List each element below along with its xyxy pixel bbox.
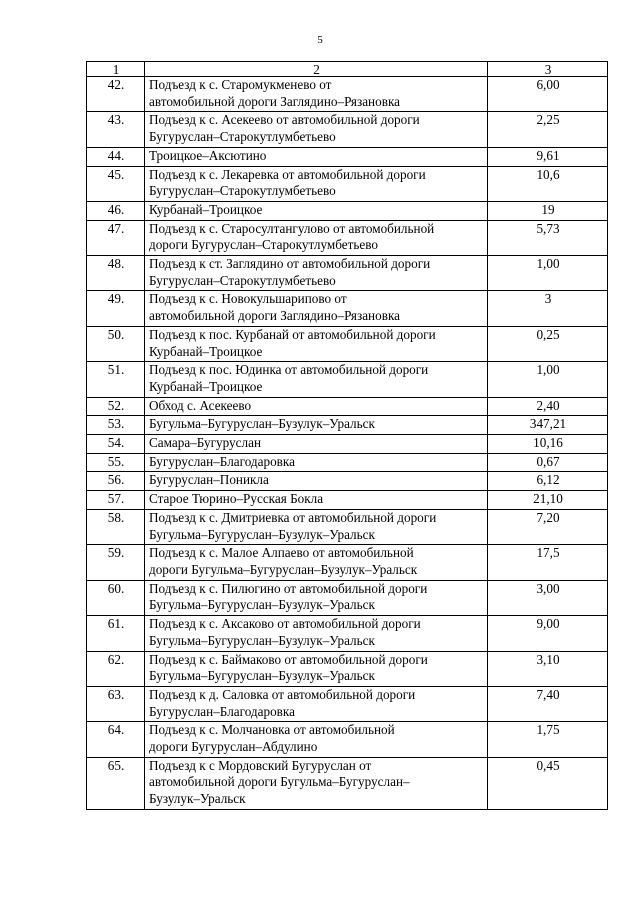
- table-row: [87, 326, 608, 361]
- table-row: [87, 362, 608, 397]
- row-number: 48.: [87, 256, 145, 291]
- road-name-line: Бугуруслан–Благодаровка: [149, 703, 295, 719]
- table-row: [87, 545, 608, 580]
- road-name: [145, 291, 488, 326]
- row-number: 54.: [87, 435, 145, 454]
- table-row: [87, 416, 608, 435]
- road-name: [145, 472, 488, 491]
- row-number: 42.: [87, 77, 145, 112]
- road-length: 7,40: [488, 686, 608, 721]
- row-number: 50.: [87, 326, 145, 361]
- road-name: [145, 77, 488, 112]
- road-length: 21,10: [488, 491, 608, 510]
- road-length: 10,16: [488, 435, 608, 454]
- road-name-line: Подъезд к с Мордовский Бугуруслан от: [149, 757, 372, 773]
- road-name-line: Подъезд к с. Аксаково от автомобильной дороги: [149, 616, 421, 632]
- road-length: 0,67: [488, 453, 608, 472]
- road-name-line: Подъезд к с. Старосултангулово от автомобильной: [149, 220, 435, 236]
- header-col-2: 2: [145, 62, 488, 77]
- table-row: [87, 435, 608, 454]
- row-number: 58.: [87, 509, 145, 544]
- road-name-line: дороги Бугуруслан–Старокутлумбетьево: [149, 237, 378, 253]
- road-name: [145, 580, 488, 615]
- road-name-line: Бузулук–Уральск: [149, 791, 246, 807]
- table-row: [87, 580, 608, 615]
- road-name-line: Подъезд к с. Пилюгино от автомобильной дороги: [149, 580, 428, 596]
- road-name-line: Подъезд к с. Старомукменево от: [149, 77, 332, 92]
- road-name-line: Бугуруслан–Старокутлумбетьево: [149, 129, 336, 145]
- road-name-line: Подъезд к с. Малое Алпаево от автомобильной: [149, 545, 414, 561]
- road-name: [145, 256, 488, 291]
- road-name-line: Бугуруслан–Поникла: [149, 472, 269, 488]
- road-length: 19: [488, 201, 608, 220]
- road-name-line: Бугульма–Бугуруслан–Бузулук–Уральск: [149, 632, 375, 648]
- row-number: 51.: [87, 362, 145, 397]
- road-length: 6,12: [488, 472, 608, 491]
- row-number: 49.: [87, 291, 145, 326]
- table-row: [87, 256, 608, 291]
- roads-table: [86, 61, 608, 810]
- road-name-line: Обход с. Асекеево: [149, 397, 252, 413]
- road-name-line: Подъезд к ст. Заглядино от автомобильной дороги: [149, 256, 431, 272]
- row-number: 47.: [87, 220, 145, 255]
- road-name-line: Бугульма–Бугуруслан–Бузулук–Уральск: [149, 416, 375, 432]
- road-length: 9,61: [488, 147, 608, 166]
- road-name-line: дороги Бугульма–Бугуруслан–Бузулук–Уральск: [149, 561, 418, 577]
- road-name: [145, 397, 488, 416]
- table-row: [87, 112, 608, 147]
- road-name-line: автомобильной дороги Заглядино–Рязановка: [149, 308, 400, 324]
- road-name-line: Подъезд к с. Асекеево от автомобильной дороги: [149, 112, 420, 128]
- row-number: 53.: [87, 416, 145, 435]
- road-name-line: Подъезд к с. Дмитриевка от автомобильной дороги: [149, 509, 437, 525]
- road-name-line: Бугульма–Бугуруслан–Бузулук–Уральск: [149, 526, 375, 542]
- table-row: [87, 722, 608, 757]
- road-length: 347,21: [488, 416, 608, 435]
- road-name-line: Бугуруслан–Благодаровка: [149, 453, 295, 469]
- road-length: 0,45: [488, 757, 608, 809]
- table-row: [87, 651, 608, 686]
- road-name: [145, 509, 488, 544]
- row-number: 52.: [87, 397, 145, 416]
- road-name: [145, 326, 488, 361]
- road-name: [145, 435, 488, 454]
- road-name-line: Старое Тюрино–Русская Бокла: [149, 491, 324, 507]
- road-name-line: Бугуруслан–Старокутлумбетьево: [149, 272, 336, 288]
- road-name-line: Курбанай–Троицкое: [149, 378, 263, 394]
- road-name-line: Бугульма–Бугуруслан–Бузулук–Уральск: [149, 597, 375, 613]
- row-number: 62.: [87, 651, 145, 686]
- row-number: 59.: [87, 545, 145, 580]
- row-number: 55.: [87, 453, 145, 472]
- road-length: 1,00: [488, 256, 608, 291]
- row-number: 46.: [87, 201, 145, 220]
- road-name: [145, 220, 488, 255]
- road-name: [145, 616, 488, 651]
- road-name-line: Подъезд к с. Новокульшарипово от: [149, 291, 347, 307]
- row-number: 64.: [87, 722, 145, 757]
- road-length: 10,6: [488, 166, 608, 201]
- table-header-row: [87, 62, 608, 77]
- road-name-line: Курбанай–Троицкое: [149, 201, 263, 217]
- road-name: [145, 686, 488, 721]
- road-name-line: Подъезд к с. Лекаревка от автомобильной дороги: [149, 166, 426, 182]
- table-row: [87, 220, 608, 255]
- road-name: [145, 491, 488, 510]
- road-length: 1,75: [488, 722, 608, 757]
- road-name: [145, 722, 488, 757]
- road-name: [145, 416, 488, 435]
- table-row: [87, 201, 608, 220]
- road-length: 7,20: [488, 509, 608, 544]
- table-row: [87, 491, 608, 510]
- road-length: 6,00: [488, 77, 608, 112]
- road-name-line: Подъезд к с. Молчановка от автомобильной: [149, 722, 395, 738]
- row-number: 44.: [87, 147, 145, 166]
- table-row: [87, 616, 608, 651]
- road-name-line: автомобильной дороги Заглядино–Рязановка: [149, 93, 400, 109]
- table-row: [87, 166, 608, 201]
- row-number: 57.: [87, 491, 145, 510]
- road-length: 17,5: [488, 545, 608, 580]
- road-name: [145, 651, 488, 686]
- table-row: [87, 509, 608, 544]
- road-length: 0,25: [488, 326, 608, 361]
- row-number: 65.: [87, 757, 145, 809]
- table-row: [87, 147, 608, 166]
- table-row: [87, 77, 608, 112]
- table-row: [87, 757, 608, 809]
- roads-table-body: [87, 62, 608, 810]
- road-name-line: Самара–Бугуруслан: [149, 435, 261, 451]
- row-number: 43.: [87, 112, 145, 147]
- road-length: 2,25: [488, 112, 608, 147]
- table-row: [87, 453, 608, 472]
- road-length: 3: [488, 291, 608, 326]
- table-row: [87, 397, 608, 416]
- road-name-line: дороги Бугуруслан–Абдулино: [149, 739, 318, 755]
- road-length: 9,00: [488, 616, 608, 651]
- road-name: [145, 147, 488, 166]
- road-name: [145, 166, 488, 201]
- header-col-1: 1: [87, 62, 145, 77]
- road-name-line: Курбанай–Троицкое: [149, 343, 263, 359]
- road-name-line: Бугульма–Бугуруслан–Бузулук–Уральск: [149, 668, 375, 684]
- row-number: 60.: [87, 580, 145, 615]
- road-name: [145, 545, 488, 580]
- row-number: 45.: [87, 166, 145, 201]
- road-name: [145, 112, 488, 147]
- road-name-line: автомобильной дороги Бугульма–Бугуруслан–: [149, 774, 410, 790]
- row-number: 61.: [87, 616, 145, 651]
- table-row: [87, 472, 608, 491]
- road-name-line: Подъезд к д. Саловка от автомобильной дороги: [149, 686, 416, 702]
- header-col-3: 3: [488, 62, 608, 77]
- road-length: 3,00: [488, 580, 608, 615]
- table-row: [87, 291, 608, 326]
- road-length: 1,00: [488, 362, 608, 397]
- row-number: 63.: [87, 686, 145, 721]
- road-name-line: Троицкое–Аксютино: [149, 147, 267, 163]
- road-name: [145, 362, 488, 397]
- table-row: [87, 686, 608, 721]
- row-number: 56.: [87, 472, 145, 491]
- page-number: 5: [317, 34, 323, 46]
- road-name-line: Бугуруслан–Старокутлумбетьево: [149, 183, 336, 199]
- road-length: 2,40: [488, 397, 608, 416]
- road-name-line: Подъезд к пос. Юдинка от автомобильной дороги: [149, 362, 429, 378]
- road-length: 3,10: [488, 651, 608, 686]
- road-name-line: Подъезд к с. Баймаково от автомобильной дороги: [149, 651, 428, 667]
- road-name-line: Подъезд к пос. Курбанай от автомобильной дороги: [149, 326, 436, 342]
- road-length: 5,73: [488, 220, 608, 255]
- road-name: [145, 201, 488, 220]
- road-name: [145, 757, 488, 809]
- road-name: [145, 453, 488, 472]
